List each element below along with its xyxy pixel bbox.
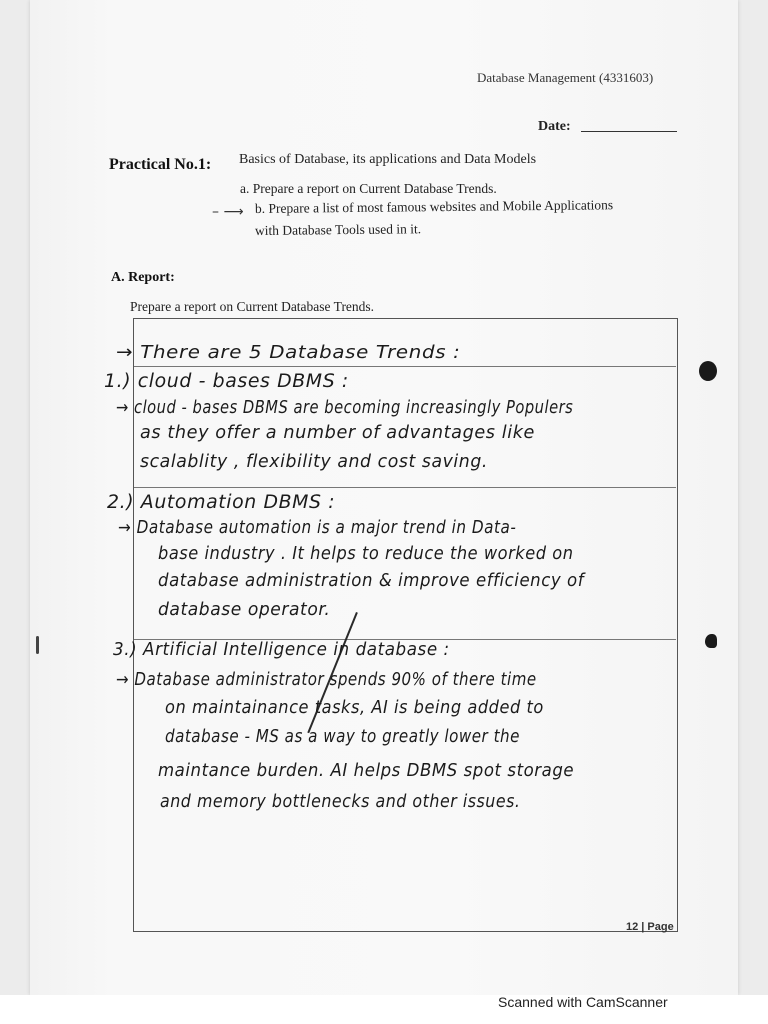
hw-line-heading-3: 3.) Artificial Intelligence in database : <box>113 639 450 660</box>
hw-line-2a: → Database automation is a major trend in Data- <box>118 518 517 538</box>
divider-line-1 <box>134 366 676 367</box>
hw-line-1a: → cloud - bases DBMS are becoming increasingly Populers <box>116 398 574 418</box>
task-b-line2: with Database Tools used in it. <box>254 221 422 238</box>
hw-line-3e: and memory bottlenecks and other issues. <box>160 791 521 812</box>
hw-line-3a: → Database administrator spends 90% of there time <box>116 670 537 690</box>
hw-line-2b: base industry . It helps to reduce the worked on <box>158 543 574 564</box>
task-a: a. Prepare a report on Current Database Trends. <box>240 181 497 196</box>
handwritten-pointer-mark: – ⟶ <box>212 204 244 220</box>
punch-hole-right-lower <box>705 634 717 648</box>
report-subheading: Prepare a report on Current Database Trends. <box>130 299 375 314</box>
date-underline <box>581 131 677 132</box>
task-b-line1: b. Prepare a list of most famous websites and Mobile Applications <box>254 197 614 216</box>
hw-line-1c: scalablity , flexibility and cost saving. <box>140 451 488 472</box>
scanner-watermark: Scanned with CamScanner <box>498 994 668 1010</box>
hw-line-2d: database operator. <box>158 599 331 620</box>
divider-line-2 <box>134 487 676 488</box>
hw-line-heading-1: 1.) cloud - bases DBMS : <box>104 371 349 392</box>
hw-line-3b: on maintainance tasks, AI is being added to <box>165 697 544 718</box>
hw-line-3c: database - MS as a way to greatly lower the <box>165 726 520 747</box>
page-number: 12 | Page <box>626 921 674 933</box>
punch-hole-right-upper <box>699 361 717 381</box>
hw-line-intro: → There are 5 Database Trends : <box>116 342 461 363</box>
hw-line-1b: as they offer a number of advantages like <box>140 422 536 443</box>
edge-mark-left <box>36 636 39 654</box>
practical-title: Basics of Database, its applications and Data Models <box>239 152 537 167</box>
practical-number: Practical No.1: <box>109 156 212 173</box>
hw-line-3d: maintance burden. AI helps DBMS spot storage <box>158 760 575 781</box>
course-title: Database Management (4331603) <box>477 70 654 85</box>
hw-line-2c: database administration & improve efficiency of <box>158 570 585 591</box>
date-label: Date: <box>538 119 571 134</box>
report-heading: A. Report: <box>111 270 175 285</box>
hw-line-heading-2: 2.) Automation DBMS : <box>107 492 336 513</box>
